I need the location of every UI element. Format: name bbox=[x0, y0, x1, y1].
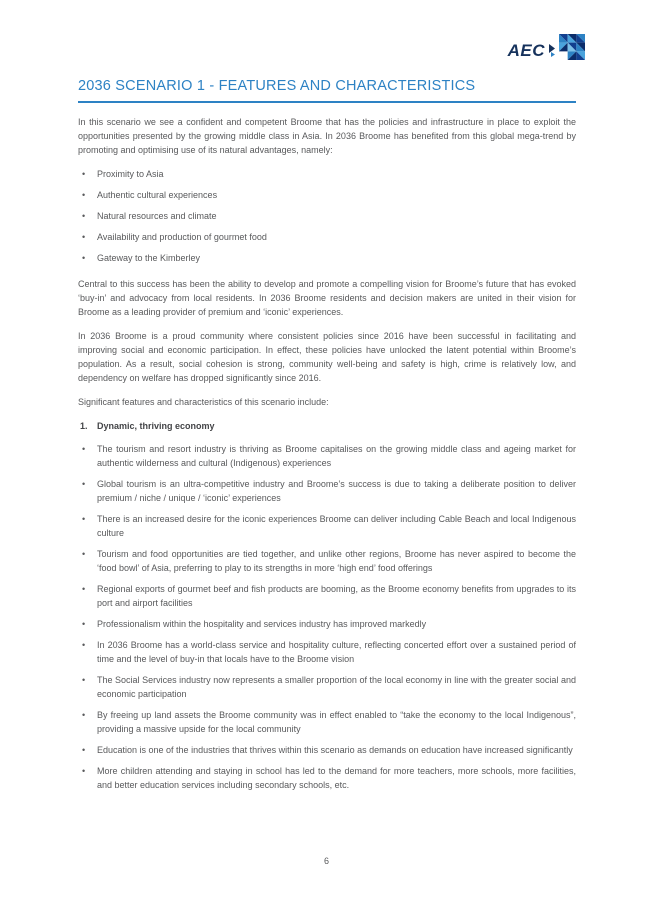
list-item-text: Tourism and food opportunities are tied together, and unlike other regions, Broome has never aspired to become the ‘food bowl’ of Asia, preferring to play to its strengths in more ‘high end’ food offerings bbox=[97, 549, 576, 574]
bullet-icon: • bbox=[82, 745, 86, 756]
bullet-icon: • bbox=[82, 549, 86, 560]
features-list bbox=[78, 442, 576, 792]
list-item-text: Proximity to Asia bbox=[97, 169, 164, 180]
list-item bbox=[78, 638, 576, 666]
list-item bbox=[78, 743, 576, 757]
list-item-text: Professionalism within the hospitality and services industry has improved markedly bbox=[97, 619, 427, 630]
list-item-text: Education is one of the industries that thrives within this scenario as demands on education have increased significantly bbox=[97, 745, 573, 756]
bullet-icon: • bbox=[82, 232, 86, 243]
list-item-text: Authentic cultural experiences bbox=[97, 190, 218, 201]
list-item bbox=[78, 617, 576, 631]
list-item-text: Availability and production of gourmet food bbox=[97, 232, 267, 243]
document-content bbox=[78, 78, 576, 804]
list-item bbox=[78, 167, 576, 181]
advantages-list bbox=[78, 167, 576, 265]
list-item-text: There is an increased desire for the iconic experiences Broome can deliver including Cable Beach and local Indigenous culture bbox=[97, 514, 576, 539]
section-heading bbox=[78, 419, 576, 433]
list-item-text: The tourism and resort industry is thriving as Broome capitalises on the growing middle class and ageing market for authentic wilderness and cultural (Indigenous) experiences bbox=[97, 444, 576, 469]
list-item-text: The Social Services industry now represents a smaller proportion of the local economy in line with the greater social and economic participation bbox=[97, 675, 576, 700]
lead-in-paragraph: Significant features and characteristics of this scenario include: bbox=[78, 397, 329, 408]
list-item bbox=[78, 708, 576, 736]
bullet-icon: • bbox=[82, 169, 86, 180]
bullet-icon: • bbox=[82, 766, 86, 777]
list-item-text: Regional exports of gourmet beef and fish products are booming, as the Broome economy benefits from upgrades to its port and airport facilities bbox=[97, 584, 576, 609]
list-item bbox=[78, 764, 576, 792]
list-item-text: Global tourism is an ultra-competitive industry and Broome’s success is due to taking a deliberate position to deliver premium / niche / unique / ‘iconic’ experiences bbox=[97, 479, 576, 504]
bullet-icon: • bbox=[82, 710, 86, 721]
section-heading-text: Dynamic, thriving economy bbox=[97, 421, 215, 432]
bullet-icon: • bbox=[82, 584, 86, 595]
bullet-icon: • bbox=[82, 619, 86, 630]
bullet-icon: • bbox=[82, 640, 86, 651]
page-title: 2036 SCENARIO 1 - FEATURES AND CHARACTERISTICS bbox=[78, 78, 576, 103]
community-paragraph: In 2036 Broome is a proud community where consistent policies since 2016 have been successful in facilitating and improving social and economic participation. In effect, these policies have unlocked the latent potential within Broome’s population. As a result, social cohesion is strong, community well-being and safety is high, crime is relatively low, and dependency on welfare has dropped significantly since 2016. bbox=[78, 331, 576, 384]
bullet-icon: • bbox=[82, 514, 86, 525]
aec-logo-text: AEC bbox=[507, 40, 545, 60]
bullet-icon: • bbox=[82, 190, 86, 201]
list-item bbox=[78, 673, 576, 701]
section-number: 1. bbox=[80, 421, 88, 432]
list-item-text: Natural resources and climate bbox=[97, 211, 217, 222]
list-item bbox=[78, 477, 576, 505]
aec-logo bbox=[508, 34, 585, 60]
list-item-text: Gateway to the Kimberley bbox=[97, 253, 201, 264]
vision-paragraph: Central to this success has been the ability to develop and promote a compelling vision for Broome’s future that has evoked ‘buy-in’ and advocacy from local residents. In 2036 Broome residents and decision makers are united in their vision for Broome as a leading provider of premium and ‘iconic’ experiences. bbox=[78, 279, 576, 318]
list-item bbox=[78, 209, 576, 223]
bullet-icon: • bbox=[82, 675, 86, 686]
list-item-text: By freeing up land assets the Broome community was in effect enabled to “take the economy to the local Indigenous”, providing a massive upside for the local community bbox=[97, 710, 576, 735]
list-item bbox=[78, 582, 576, 610]
intro-paragraph: In this scenario we see a confident and competent Broome that has the policies and infrastructure in place to exploit the opportunities presented by the growing middle class in Asia. In 2036 Broome has benefited from this global mega-trend by promoting and optimising use of its natural advantages, namely: bbox=[78, 117, 576, 156]
bullet-icon: • bbox=[82, 444, 86, 455]
list-item bbox=[78, 188, 576, 202]
list-item bbox=[78, 251, 576, 265]
bullet-icon: • bbox=[82, 211, 86, 222]
list-item bbox=[78, 442, 576, 470]
page-number: 6 bbox=[323, 856, 329, 866]
page-footer bbox=[0, 856, 653, 866]
aec-logo-mosaic-icon bbox=[559, 34, 585, 60]
bullet-icon: • bbox=[82, 479, 86, 490]
bullet-icon: • bbox=[82, 253, 86, 264]
list-item-text: In 2036 Broome has a world-class service and hospitality culture, reflecting concerted effort over a sustained period of time and the level of buy-in that locals have to the Broome vision bbox=[97, 640, 576, 665]
list-item bbox=[78, 512, 576, 540]
aec-logo-chevron-icon bbox=[548, 36, 556, 58]
list-item bbox=[78, 547, 576, 575]
list-item bbox=[78, 230, 576, 244]
list-item-text: More children attending and staying in school has led to the demand for more teachers, more schools, more facilities, and better education services including secondary schools, etc. bbox=[97, 766, 576, 791]
